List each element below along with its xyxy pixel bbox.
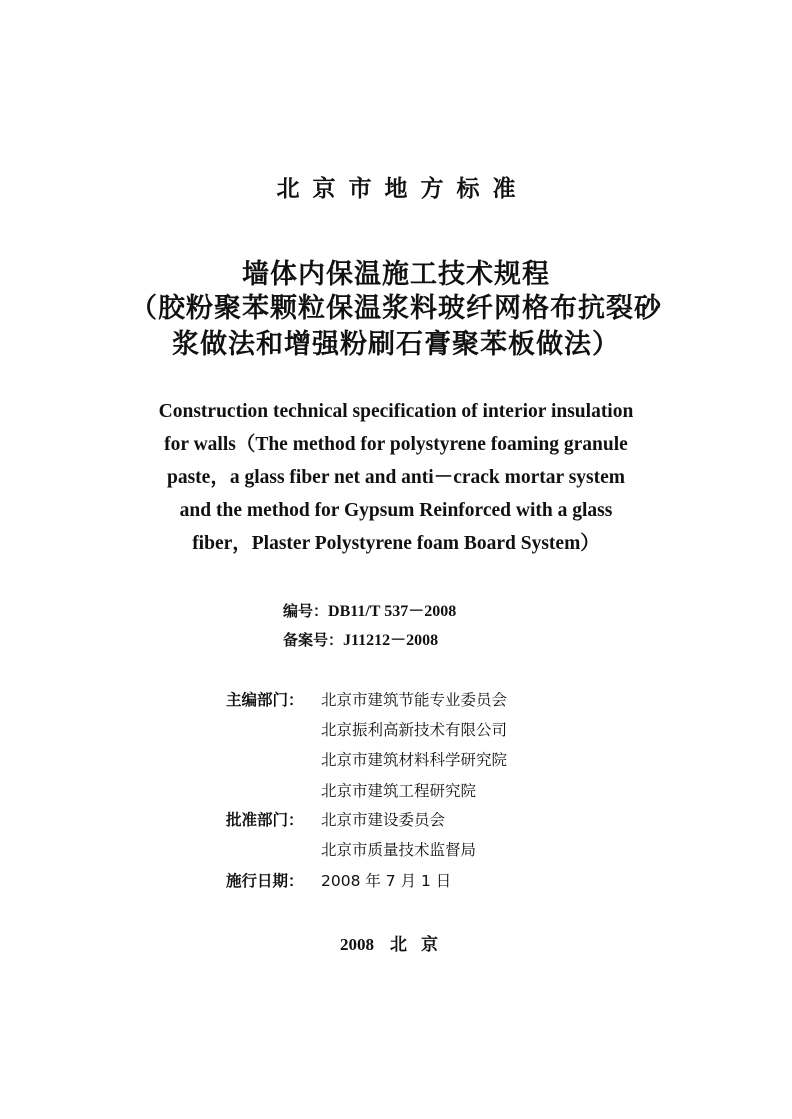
record-number [283,627,438,650]
effective-date-label: 施行日期： [226,872,304,890]
approver-item: 北京市质量技术监督局 [321,841,477,859]
standard-number [283,598,456,621]
title-en-line-2: for walls（The method for polystyrene foaming granule [164,434,628,455]
editor-item: 北京市建筑工程研究院 [321,782,477,800]
record-number-label: 备案号： [283,631,344,649]
editor-item: 北京市建筑材料科学研究院 [321,751,508,769]
editor-item: 北京振利高新技术有限公司 [321,721,508,739]
title-cn-line-3: 浆做法和增强粉刷石膏聚苯板做法） [172,329,620,360]
effective-date-value: 2008 年 7 月 1 日 [321,872,452,890]
standard-number-label: 编号： [283,602,329,620]
standard-label: 北京市地方标准 [276,176,529,202]
approver-item: 北京市建设委员会 [321,811,446,829]
editors-label: 主编部门： [226,691,304,709]
publication-footer [0,930,792,955]
standard-number-value: DB11/T 537－2008 [328,603,457,620]
title-cn-line-1: 墙体内保温施工技术规程 [242,259,550,290]
publication-city: 北京 [390,935,452,955]
title-en-line-1: Construction technical specification of interior insulation [158,401,634,422]
title-en-line-5: fiber，Plaster Polystyrene foam Board System） [192,533,600,554]
title-en-line-4: and the method for Gypsum Reinforced with a glass [179,500,613,521]
publication-year: 2008 [340,935,374,954]
editor-item: 北京市建筑节能专业委员会 [321,691,508,709]
title-cn-line-2: （胶粉聚苯颗粒保温浆料玻纤网格布抗裂砂 [130,293,662,324]
approvers-label: 批准部门： [226,811,304,829]
record-number-value: J11212－2008 [343,632,439,649]
title-en-line-3: paste，a glass fiber net and anti－crack mortar system [166,467,626,488]
